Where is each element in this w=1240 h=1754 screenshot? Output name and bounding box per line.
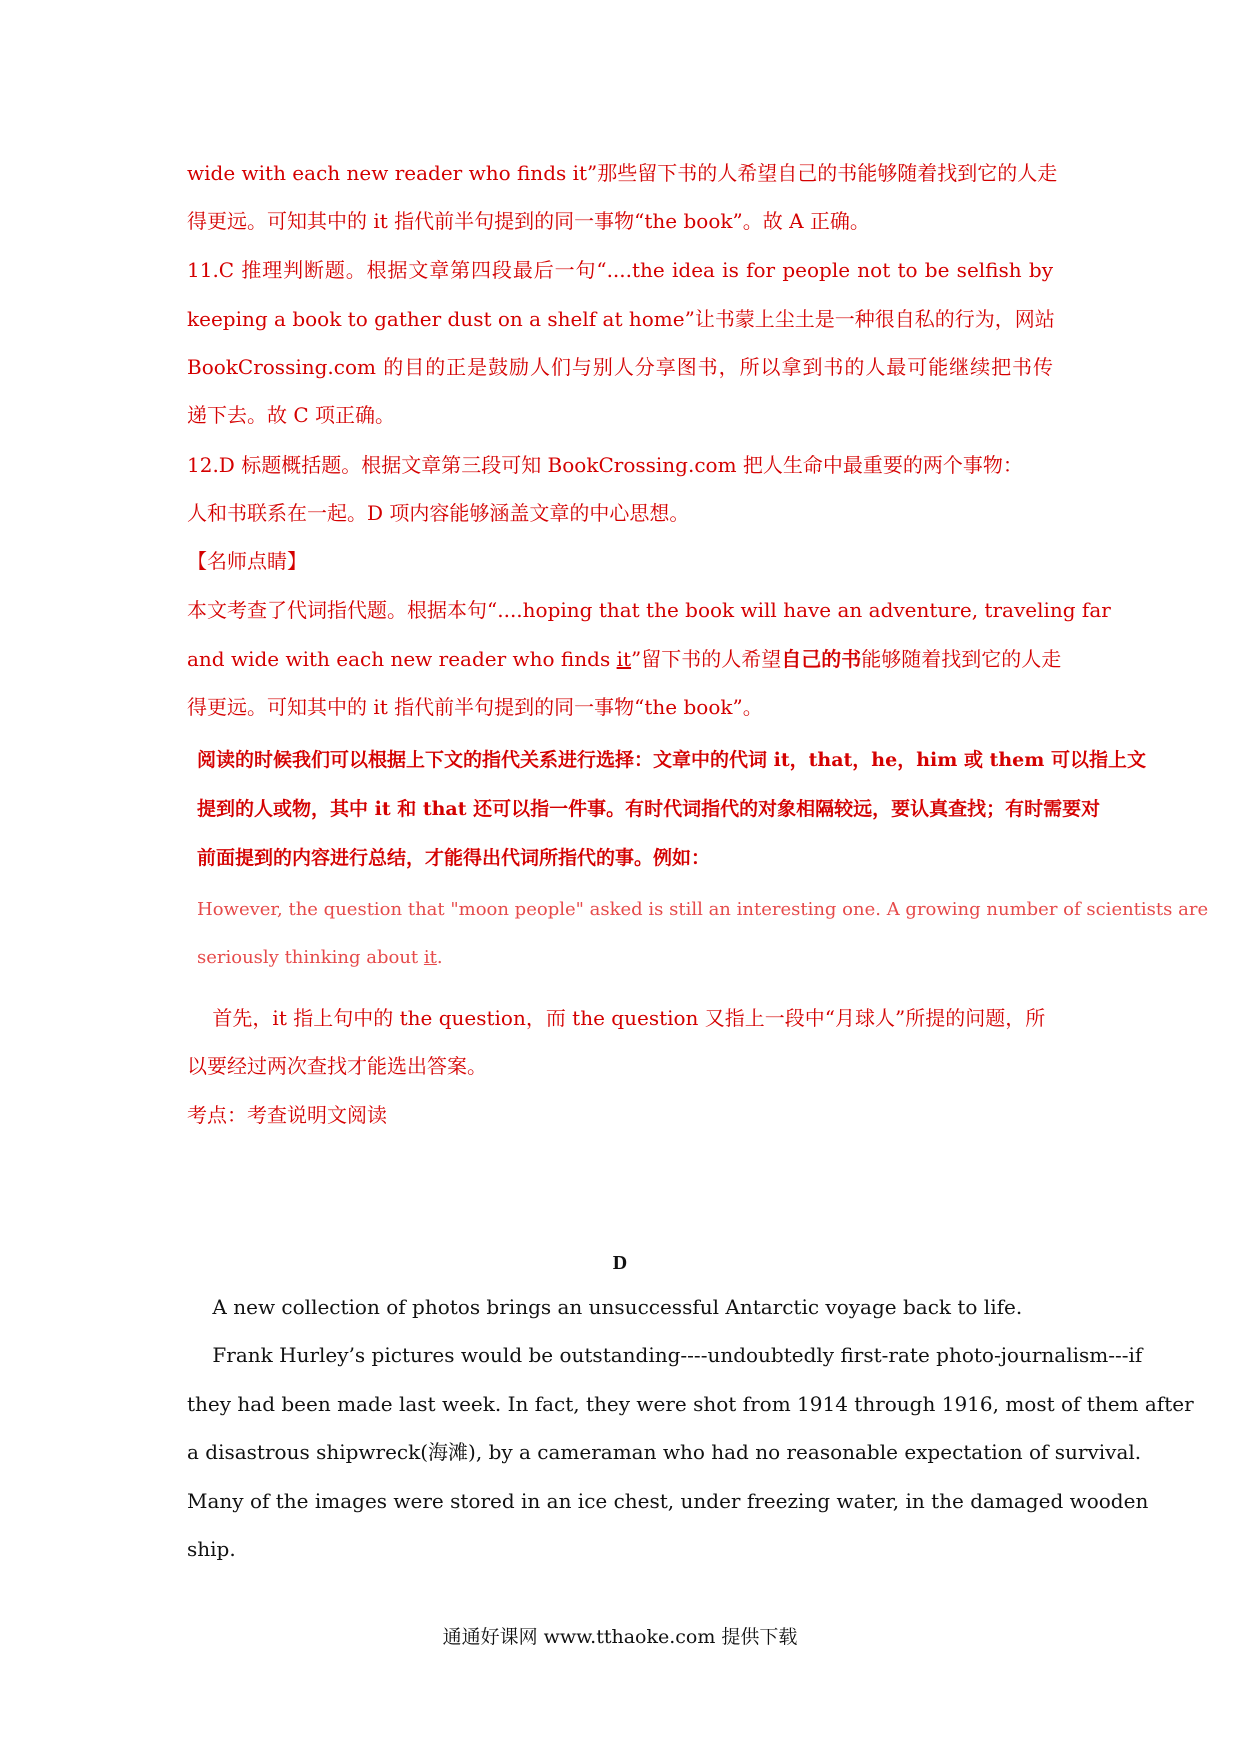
- underlined-it: it: [423, 947, 437, 968]
- method-line: 阅读的时候我们可以根据上下文的指代关系进行选择：文章中的代词 it，that，he，him 或 them 可以指上文: [197, 749, 1146, 771]
- passage-line: they had been made last week. In fact, they were shot from 1914 through 1916, most of them after: [187, 1392, 1194, 1416]
- underlined-it: it: [616, 647, 632, 671]
- teacher-tip-line: 本文考查了代词指代题。根据本句“....hoping that the book will have an adventure, traveling far: [187, 598, 1111, 622]
- tip-text: ”留下书的人希望: [631, 647, 782, 671]
- explanation-line: wide with each new reader who finds it”那些留下书的人希望自己的书能够随着找到它的人走: [187, 161, 1058, 185]
- bold-phrase: 自己的书: [781, 647, 862, 671]
- example-text: .: [436, 947, 443, 968]
- passage-line: ship.: [187, 1537, 236, 1561]
- tip-text: and wide with each new reader who finds: [187, 647, 617, 671]
- teacher-tip-line: [187, 645, 1062, 673]
- tip-text: 能够随着找到它的人走: [861, 647, 1062, 671]
- answer-11-line: 11.C 推理判断题。根据文章第四段最后一句“....the idea is for people not to be selfish by: [187, 258, 1053, 282]
- passage-heading: D: [612, 1252, 628, 1274]
- page-footer: 通通好课网 www.tthaoke.com 提供下载: [442, 1626, 798, 1648]
- answer-11-line: keeping a book to gather dust on a shelf at home”让书蒙上尘土是一种很自私的行为，网站: [187, 307, 1055, 331]
- method-line: 前面提到的内容进行总结，才能得出代词所指代的事。例如：: [197, 847, 711, 869]
- passage-line: a disastrous shipwreck(海滩), by a cameraman who had no reasonable expectation of survival.: [187, 1440, 1142, 1464]
- passage-line: Frank Hurley’s pictures would be outstanding----undoubtedly first-rate photo-journalism---if: [187, 1343, 1143, 1367]
- answer-12-line: 12.D 标题概括题。根据文章第三段可知 BookCrossing.com 把人生命中最重要的两个事物：: [187, 453, 1023, 477]
- example-text: seriously thinking about: [197, 947, 424, 968]
- answer-12-line: 人和书联系在一起。D 项内容能够涵盖文章的中心思想。: [187, 501, 690, 525]
- passage-line: A new collection of photos brings an unsuccessful Antarctic voyage back to life.: [187, 1295, 1023, 1319]
- teacher-tip-title: 【名师点睛】: [187, 549, 307, 573]
- note-line: 以要经过两次查找才能选出答案。: [187, 1054, 487, 1078]
- teacher-tip-line: 得更远。可知其中的 it 指代前半句提到的同一事物“the book”。: [187, 695, 763, 719]
- example-line: However, the question that "moon people" asked is still an interesting one. A growing number of scientists are: [197, 899, 1209, 920]
- note-line: 首先，it 指上句中的 the question，而 the question 又指上一段中“月球人”所提的问题，所: [187, 1006, 1046, 1030]
- kaodian-line: 考点：考查说明文阅读: [187, 1103, 387, 1127]
- answer-11-line: 递下去。故 C 项正确。: [187, 403, 396, 427]
- passage-line: Many of the images were stored in an ice chest, under freezing water, in the damaged wooden: [187, 1489, 1149, 1513]
- answer-11-line: BookCrossing.com 的目的正是鼓励人们与别人分享图书，所以拿到书的人最可能继续把书传: [187, 355, 1053, 379]
- explanation-line: 得更远。可知其中的 it 指代前半句提到的同一事物“the book”。故 A 正确。: [187, 209, 870, 233]
- example-line: [197, 944, 1217, 972]
- method-line: 提到的人或物，其中 it 和 that 还可以指一件事。有时代词指代的对象相隔较远，要认真查找；有时需要对: [197, 798, 1101, 820]
